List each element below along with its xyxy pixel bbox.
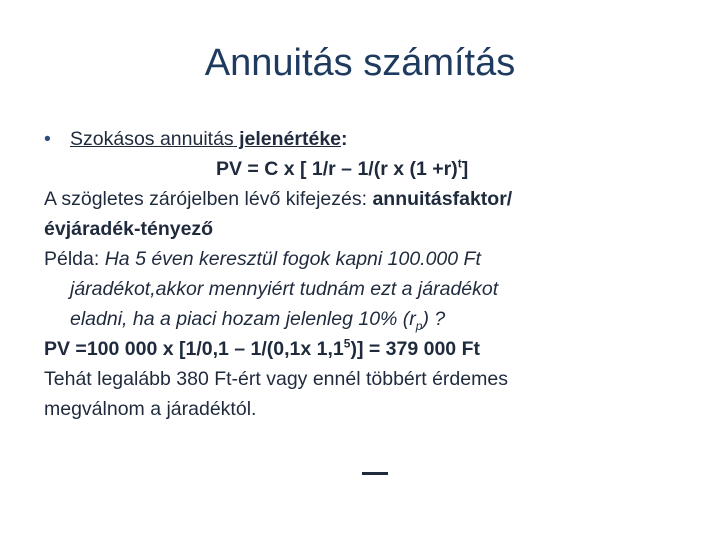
example-text-1: Ha 5 éven keresztül fogok kapni 100.000 Ft: [104, 248, 481, 270]
pv-formula-exponent: t: [457, 156, 462, 171]
conclusion-line-1: Tehát legalább 380 Ft-ért vagy ennél többért érdemes: [44, 368, 508, 390]
example-text-2: járadékot,akkor mennyiért tudnám ezt a járadékot: [70, 278, 499, 300]
annuity-factor-term-2: évjáradék-tényező: [44, 218, 214, 240]
pv-calc-exponent: 5: [343, 336, 351, 351]
conclusion-line-2: megválnom a járadéktól.: [44, 398, 257, 420]
pv-formula-end: ]: [461, 158, 469, 180]
bracket-expression-text: A szögletes zárójelben lévő kifejezés:: [44, 188, 373, 210]
underscore-mark: [362, 472, 388, 475]
slide-body: [44, 124, 684, 424]
bullet-line: [44, 124, 684, 154]
annuity-label: Szokásos annuitás: [70, 128, 234, 150]
bullet-icon: •: [44, 128, 51, 150]
annuity-factor-term: annuitásfaktor/: [372, 188, 513, 210]
example-text-3b: ) ?: [422, 308, 446, 330]
pv-calc-result: )] = 379 000 Ft: [350, 338, 480, 360]
example-text-3: [44, 304, 684, 334]
pv-formula: [44, 154, 684, 184]
rate-subscript: p: [415, 318, 423, 333]
colon: :: [341, 128, 348, 150]
bracket-expression-line: [44, 184, 684, 214]
example-label: Példa:: [44, 248, 105, 270]
present-value-label: jelenértéke: [233, 128, 342, 150]
example-text-3a: eladni, ha a piaci hozam jelenleg 10% (r: [70, 308, 416, 330]
slide-title: Annuitás számítás: [204, 42, 516, 84]
pv-formula-text: PV = C x [ 1/r – 1/(r x (1 +r): [216, 158, 458, 180]
example-line: [44, 244, 684, 274]
pv-calc-text: PV =100 000 x [1/0,1 – 1/(0,1x 1,1: [44, 338, 344, 360]
pv-calculation: [44, 334, 684, 364]
